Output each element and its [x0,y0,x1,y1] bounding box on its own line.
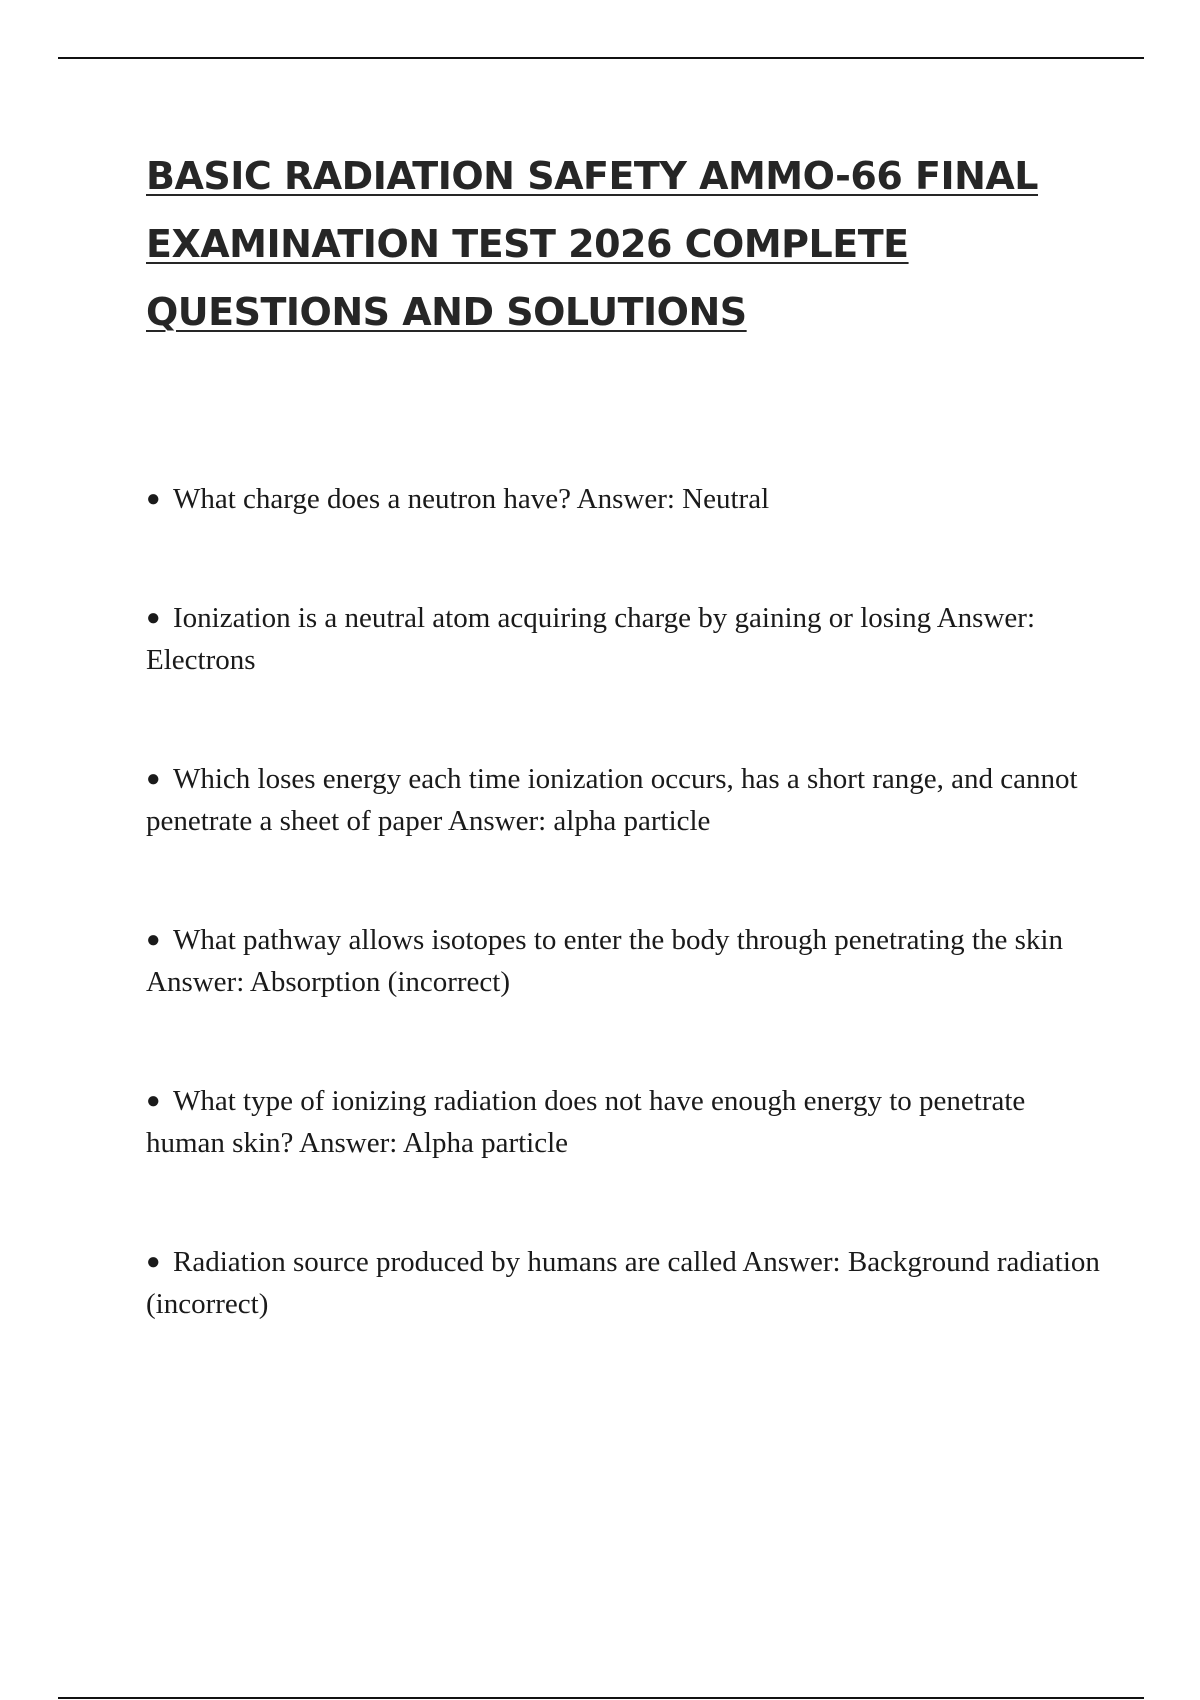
top-horizontal-rule [58,57,1144,59]
bullet-icon: ● [146,927,161,953]
bullet-icon: ● [146,486,161,512]
question-list [146,478,1106,1402]
list-item [146,597,1106,681]
bullet-icon: ● [146,1249,161,1275]
bottom-horizontal-rule [58,1697,1144,1699]
question-text: Which loses energy each time ionization occurs, has a short range, and cannot penetrate a sheet of paper Answer: alpha particle [146,763,1078,837]
list-item [146,478,1106,520]
bullet-icon: ● [146,766,161,792]
bullet-icon: ● [146,1088,161,1114]
question-text: What charge does a neutron have? Answer: Neutral [173,483,770,515]
list-item [146,1241,1106,1325]
question-text: Ionization is a neutral atom acquiring charge by gaining or losing Answer: Electrons [146,602,1035,676]
document-title: BASIC RADIATION SAFETY AMMO-66 FINAL EXAMINATION TEST 2026 COMPLETE QUESTIONS AND SOLUTIONS [146,154,1039,334]
list-item [146,1080,1106,1164]
list-item [146,919,1106,1003]
question-text: Radiation source produced by humans are called Answer: Background radiation (incorrect) [146,1246,1100,1320]
question-text: What pathway allows isotopes to enter the body through penetrating the skin Answer: Absorption (incorrect) [146,924,1063,998]
bullet-icon: ● [146,605,161,631]
list-item [146,758,1106,842]
question-text: What type of ionizing radiation does not have enough energy to penetrate human skin? Answer: Alpha particle [146,1085,1026,1159]
